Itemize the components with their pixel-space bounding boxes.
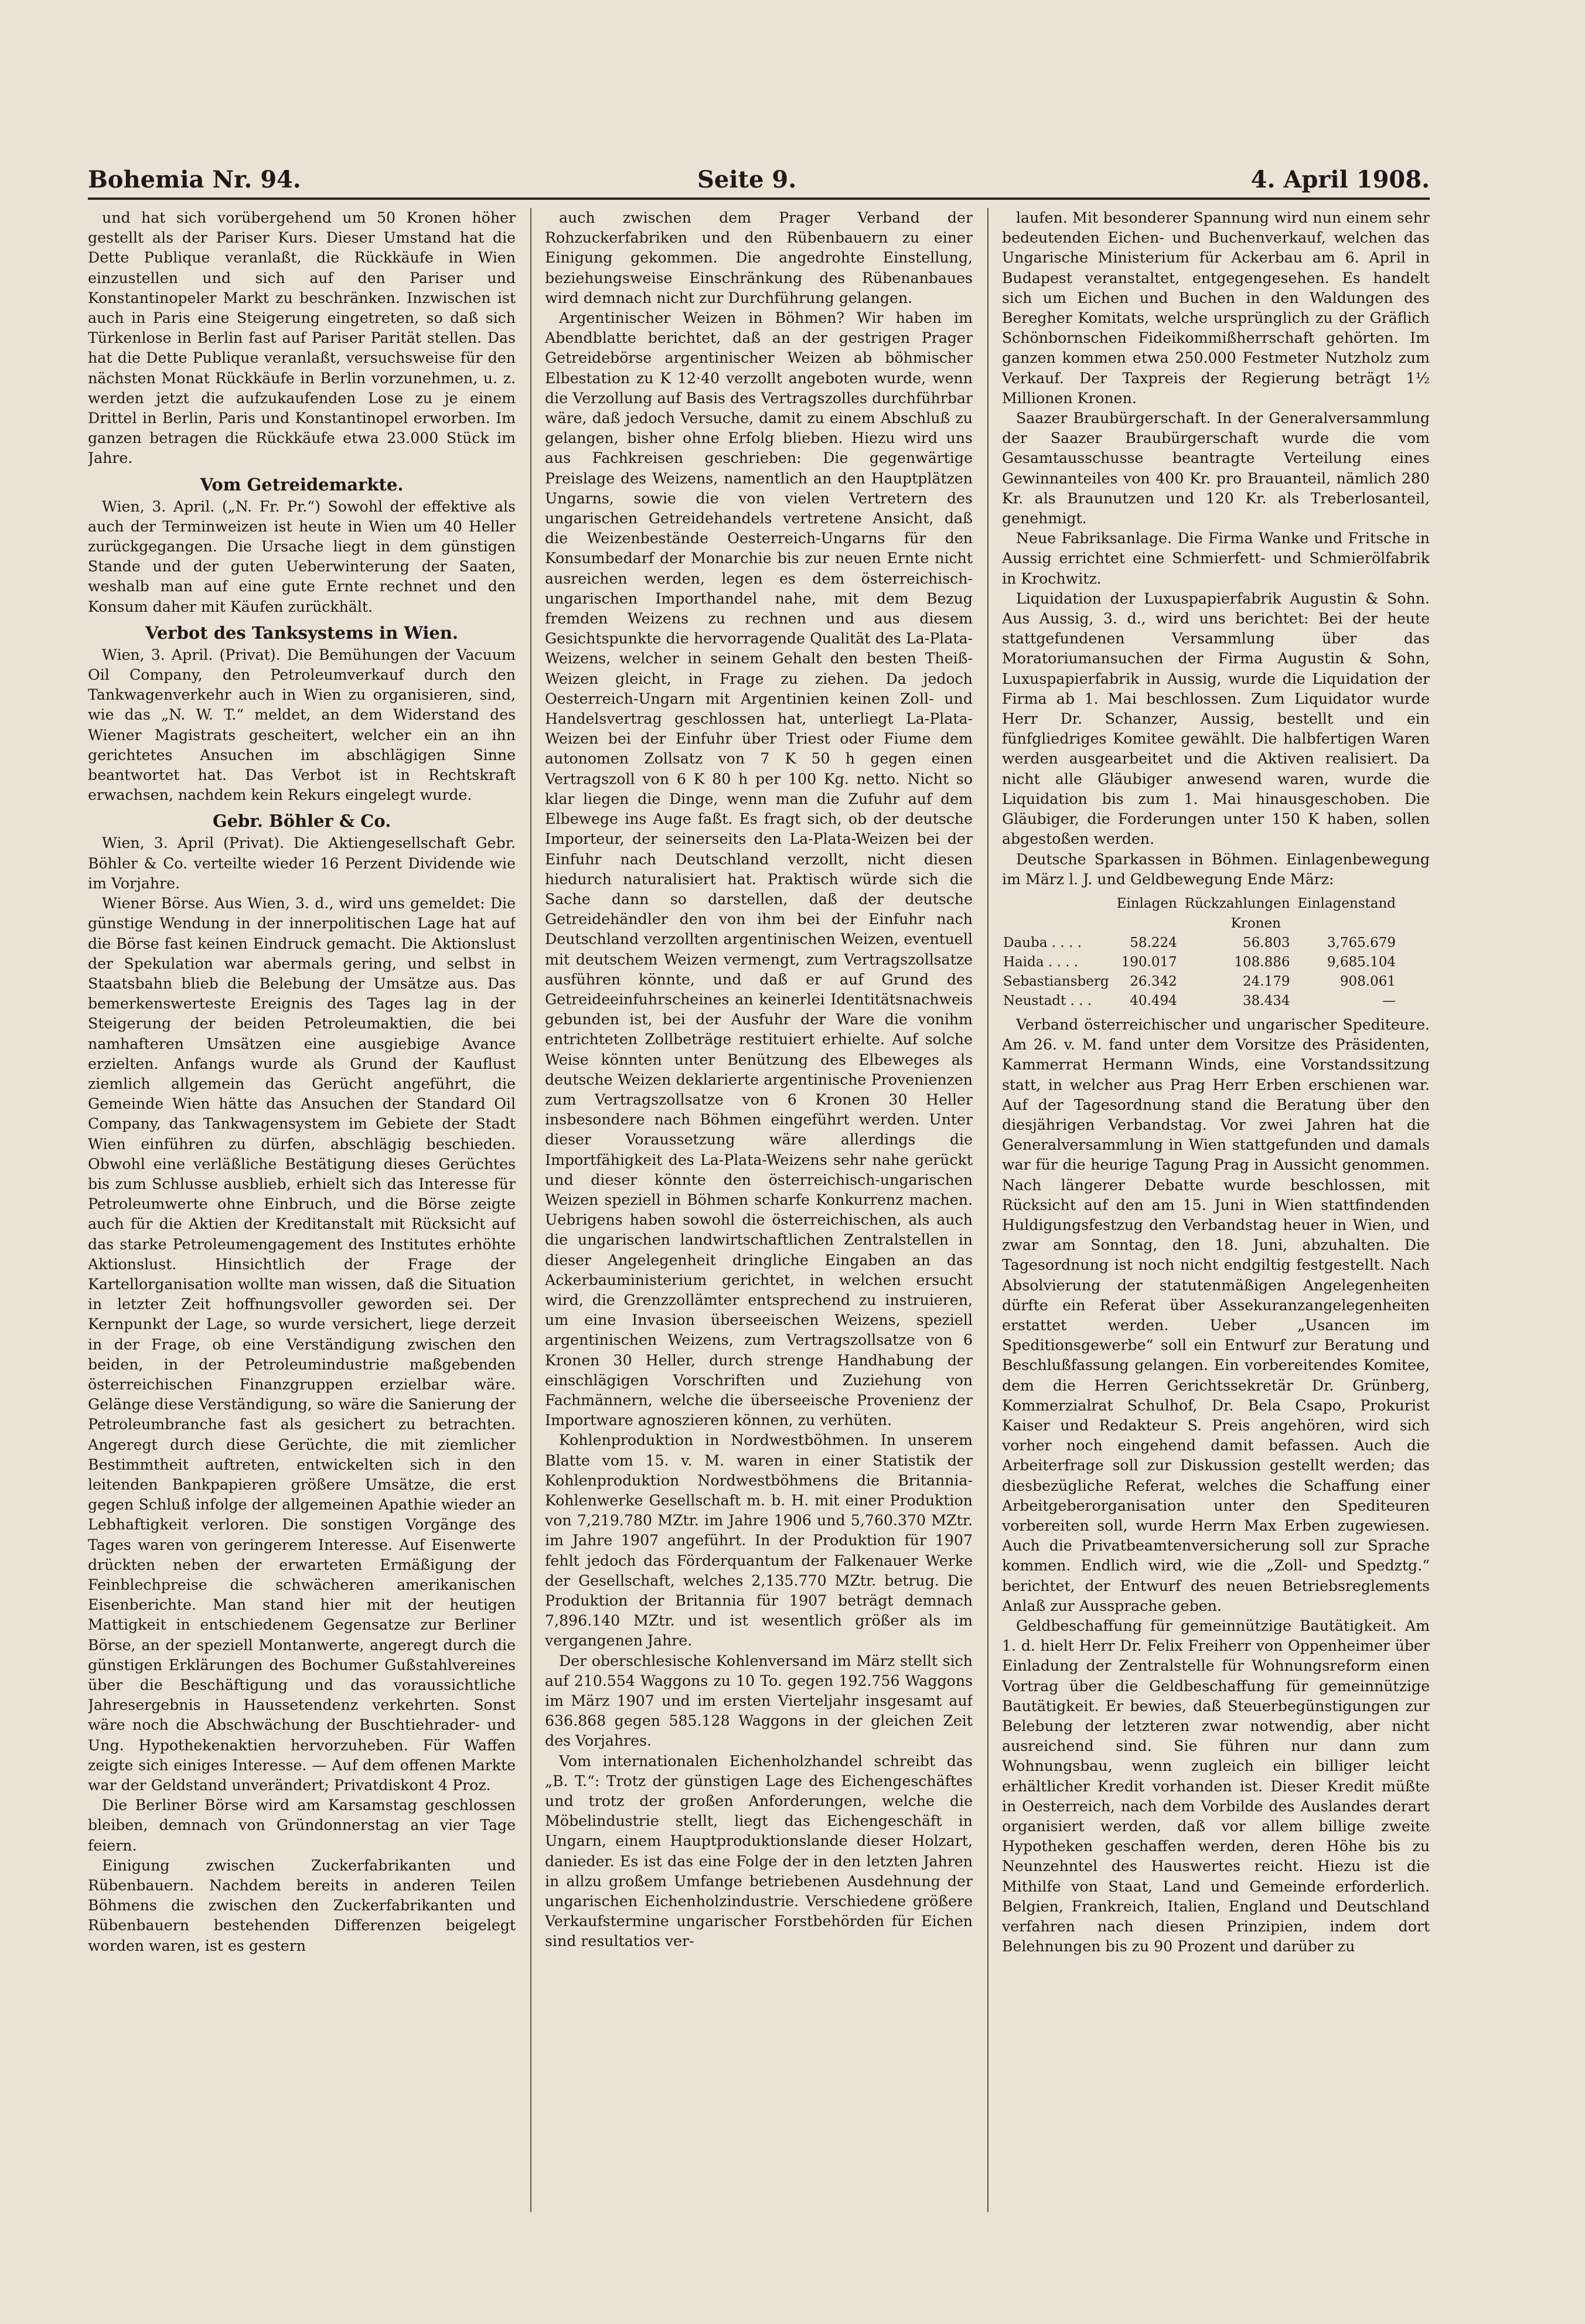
article-text: Argentinischer Weizen in Böhmen? Wir haben im Abendblatte berichtet, daß an der gestrigen Prager Getreidebörse argentinischer Weizen ab böhmischer Elbestation zu K 12·40 verzollt angeboten wurde, wenn die Verzollung auf Basis des Vertragszolles durchführbar wäre, daß jedoch Versuche, damit zu einem Abschluß zu gelangen, bisher ohne Erfolg blieben. Hiezu wird uns aus Fachkreisen geschrieben: Die gegenwärtige Preislage des Weizens, namentlich an den Hauptplätzen Ungarns, sowie die von vielen Vertretern des ungarischen Getreidehandels vertretene Ansicht, daß die Weizenbestände Oesterreich-Ungarns für den Konsumbedarf der Monarchie bis zur neuen Ernte nicht ausreichen werden, legen es dem österreichisch-ungarischen Importhandel nahe, mit dem Bezug fremden Weizens zu rechnen und aus diesem Gesichtspunkte die hervorragende Qualität des La-Plata-Weizens, welcher in seinem Gehalt den besten Theiß-Weizen gleicht, in Frage zu ziehen. Da jedoch Oesterreich-Ungarn mit Argentinien keinen Zoll- und Handelsvertrag geschlossen hat, unterliegt La-Plata-Weizen bei der Einfuhr über Triest oder Fiume dem autonomen Zollsatz von 7 K 50 h gegen einen Vertragszoll von 6 K 80 h per 100 Kg. netto. Nicht so klar liegen die Dinge, wenn man die Zufuhr auf dem Elbewege ins Auge faßt. Es fragt sich, ob der deutsche Importeur, der seinerseits den La-Plata-Weizen bei der Einfuhr nach Deutschland verzollt, nicht diesen hiedurch naturalisiert hat. Praktisch würde sich die Sache dann so darstellen, daß der deutsche Getreidehändler den von ihm bei der Einfuhr nach Deutschland verzollten argentinischen Weizen, eventuell mit deutschem Weizen vermengt, zum Vertragszollsatze ausführen könnte, und daß er auf Grund des Getreideeinfuhrscheines an keinerlei Identitätsnachweis gebunden ist, bei der Ausfuhr der Ware die vonihm entrichteten Zollbeträge restituiert erhielte. Auf solche Weise könnten unter Benützung des Elbeweges als deutsche Weizen deklarierte argentinische Provenienzen zum Vertragszollsatze von 6 Kronen 30 Heller insbesondere nach Böhmen eingeführt werden. Unter dieser Voraussetzung wäre allerdings die Importfähigkeit des La-Plata-Weizens sehr nahe gerückt und dieser könnte den österreichisch-ungarischen Weizen speziell in Böhmen scharfe Konkurrenz machen. Uebrigens haben sowohl die österreichischen, als auch die ungarischen landwirtschaftlichen Zentralstellen in dieser Angelegenheit dringliche Eingaben an das Ackerbauministerium gerichtet, in welchen ersucht wird, die Grenzzollämter entsprechend zu instruieren, um eine Invasion überseeischen Weizens, speziell argentinischen Weizens, zum Vertragszollsatze von 6 Kronen 30 Heller, durch strenge Handhabung der einschlägigen Vorschriften und Zuziehung von Fachmännern, welche die überseeische Provenienz der Importware agnoszieren können, zu verhüten. xyxy=(545,309,973,1429)
section-heading: Vom Getreidemarkte. xyxy=(200,474,404,495)
table-row xyxy=(1003,992,1402,1010)
table-cell: 9,685.104 xyxy=(1327,954,1396,970)
article-text: Deutsche Sparkassen in Böhmen. Einlagenbewegung im März l. J. und Geldbewegung Ende März: xyxy=(1002,850,1430,888)
table-row xyxy=(1003,973,1402,991)
column-divider xyxy=(987,208,989,2212)
table-header: Einlagenstand xyxy=(1297,895,1396,911)
article-text: laufen. Mit besonderer Spannung wird nun einem sehr bedeutenden Eichen- und Buchenverkauf, welchen das Ungarische Ministerium für Ackerbau am 6. April in Budapest veranstaltet, entgegengesehen. Es handelt sich um Eichen und Buchen in den Waldungen des Beregher Komitats, welche ursprünglich zu der Gräflich Schönbornschen Fideikommißherrschaft gehörten. Im ganzen kommen etwa 250.000 Festmeter Nutzholz zum Verkauf. Der Taxpreis der Regierung beträgt 1½ Millionen Kronen. xyxy=(1002,209,1430,407)
column-3 xyxy=(1002,208,1430,2212)
article-text: Wien, 3. April. (Privat). Die Bemühungen der Vacuum Oil Company, den Petroleumverkauf durch den Tankwagenverkehr auch in Wien zu organisieren, sind, wie das „N. W. T.“ meldet, an dem Widerstand des Wiener Magistrats gescheitert, welcher ein an ihn gerichtetes Ansuchen im abschlägigen Sinne beantwortet hat. Das Verbot ist in Rechtskraft erwachsen, nachdem kein Rekurs eingelegt wurde. xyxy=(88,646,516,804)
table-cell: 3,765.679 xyxy=(1327,935,1396,950)
article-text: Geldbeschaffung für gemeinnützige Bautätigkeit. Am 1. d. hielt Herr Dr. Felix Freiherr von Oppenheimer über Einladung der Zentralstelle für Wohnungsreform einen Vortrag über die Geldbeschaffung für gemeinnützige Bautätigkeit. Er bewies, daß Steuerbegünstigungen zur Belebung der letzteren zwar notwendig, aber nicht ausreichend sind. Sie führen nur dann zum Wohnungsbau, wenn zugleich ein billiger leicht erhältlicher Kredit vorhanden ist. Dieser Kredit müßte in Oesterreich, nach dem Vorbilde des Auslandes derart organisiert werden, daß vor allem billige zweite Hypotheken geschaffen werden, deren Höhe bis zu Neunzehntel des Hauswertes reicht. Hiezu ist die Mithilfe von Staat, Land und Gemeinde erforderlich. Belgien, Frankreich, Italien, England und Deutschland verfahren nach diesen Prinzipien, indem dort Belehnungen bis zu 90 Prozent und darüber zu xyxy=(1002,1617,1430,1955)
article-text: Liquidation der Luxuspapierfabrik Augustin & Sohn. Aus Aussig, 3. d., wird uns berichtet: Bei der heute stattgefundenen Versammlung über das Moratoriumansuchen der Firma Augustin & Sohn, Luxuspapierfabrik in Aussig, wurde die Liquidation der Firma ab 1. Mai beschlossen. Zum Liquidator wurde Herr Dr. Schanzer, Aussig, bestellt und ein fünfgliedriges Komitee gewählt. Die halbfertigen Waren werden ausgearbeitet und die Aktiven realisiert. Da nicht alle Gläubiger anwesend waren, wurde die Liquidation bis zum 1. Mai hinausgeschoben. Die Gläubiger, die Forderungen unter 150 K haben, sollen abgestoßen werden. xyxy=(1002,589,1430,848)
table-cell: 108.886 xyxy=(1234,954,1290,970)
table-header: Rückzahlungen xyxy=(1184,895,1290,911)
article-text: Einigung zwischen Zuckerfabrikanten und Rübenbauern. Nachdem bereits in anderen Teilen Böhmens die zwischen den Zuckerfabrikanten und Rübenbauern bestehenden Differenzen beigelegt worden waren, ist es gestern xyxy=(88,1856,516,1954)
header-rule xyxy=(88,197,1430,200)
article-text: Wien, 3. April. („N. Fr. Pr.“) Sowohl der effektive als auch der Terminweizen ist heute in Wien um 40 Heller zurückgegangen. Die Ursache liegt in dem günstigen Stande und der guten Ueberwinterung der Saaten, weshalb man auf eine gute Ernte rechnet und den Konsum daher mit Käufen zurückhält. xyxy=(88,497,516,615)
article-text: Die Berliner Börse wird am Karsamstag geschlossen bleiben, demnach von Gründonnerstag an vier Tage feiern. xyxy=(88,1797,516,1854)
table-header: Einlagen xyxy=(1116,895,1177,911)
table-unit: Kronen xyxy=(1230,915,1281,931)
table-header xyxy=(1003,894,1115,914)
table-cell: Sebastiansberg xyxy=(1003,973,1109,989)
article-text: Der oberschlesische Kohlenversand im März stellt sich auf 210.554 Waggons zu 10 To. gegen 192.756 Waggons im März 1907 und im ersten Vierteljahr insgesamt auf 636.868 gegen 585.128 Waggons in der gleichen Zeit des Vorjahres. xyxy=(545,1652,973,1750)
page-header xyxy=(88,161,1430,196)
page-number: Seite 9. xyxy=(697,166,797,193)
masthead-left: Bohemia Nr. 94. xyxy=(88,166,301,193)
column-2 xyxy=(545,208,973,2212)
table-row xyxy=(1003,934,1402,952)
article-text: Neue Fabriksanlage. Die Firma Wanke und Fritsche in Aussig errichtet eine Schmierfett- und Schmierölfabrik in Krochwitz. xyxy=(1002,530,1430,587)
table-row xyxy=(1003,953,1402,972)
column-1 xyxy=(88,208,516,2212)
article-text: Wien, 3. April (Privat). Die Aktiengesellschaft Gebr. Böhler & Co. verteilte wieder 16 Perzent Dividende wie im Vorjahre. xyxy=(88,834,516,892)
table-cell: Dauba . . . . xyxy=(1003,935,1082,950)
table-cell: — xyxy=(1382,993,1396,1008)
section-heading: Gebr. Böhler & Co. xyxy=(212,811,391,832)
table-cell: 56.803 xyxy=(1243,935,1290,950)
issue-date: 4. April 1908. xyxy=(1250,166,1430,193)
table-cell: Neustadt . . . xyxy=(1003,993,1092,1008)
table-cell: 58.224 xyxy=(1130,935,1177,950)
table-cell: Haida . . . . xyxy=(1003,954,1079,970)
section-heading: Verbot des Tanksystems in Wien. xyxy=(145,622,458,643)
savings-bank-table xyxy=(1002,893,1403,1011)
article-text: und hat sich vorübergehend um 50 Kronen höher gestellt als der Pariser Kurs. Dieser Umstand hat die Dette Publique veranlaßt, die Rückkäufe in Wien einzustellen und sich auf den Pariser und Konstantinopeler Markt zu beschränken. Inzwischen ist auch in Paris eine Steigerung eingetreten, so daß sich Türkenlose in Berlin fast auf Pariser Parität stellen. Das hat die Dette Publique veranlaßt, versuchsweise für den nächsten Monat Rückkäufe in Berlin vorzunehmen, u. z. werden jetzt die aufzukaufenden Lose zu je einem Drittel in Berlin, Paris und Konstantinopel erworben. Im ganzen betragen die Rückkäufe etwa 23.000 Stück im Jahre. xyxy=(88,209,516,467)
newspaper-page xyxy=(88,161,1430,2218)
article-text: Vom internationalen Eichenholzhandel schreibt das „B. T.“: Trotz der günstigen Lage des Eichengeschäftes und trotz der großen Anforderungen, welche die Möbelindustrie stellt, liegt das Eichengeschäft in Ungarn, einem Hauptproduktionslande dieser Holzart, danieder. Es ist das eine Folge der in den letzten Jahren in allzu großem Umfange betriebenen Ausdehnung der ungarischen Eichenholzindustrie. Verschiedene größere Verkaufstermine ungarischer Forstbehörden für Eichen sind resultatios ver- xyxy=(545,1752,973,1950)
article-text: Verband österreichischer und ungarischer Spediteure. Am 26. v. M. fand unter dem Vorsitze des Präsidenten, Kammerrat Hermann Winds, eine Vorstandssitzung statt, in welcher aus Prag Herr Erben erschienen war. Auf der Tagesordnung stand die Beratung über den diesjährigen Verbandstag. Vor zwei Jahren hat die Generalversammlung in Wien stattgefunden und damals war für die heurige Tagung Prag in Aussicht genommen. Nach längerer Debatte wurde beschlossen, mit Rücksicht auf den am 15. Juni in Wien stattfindenden Huldigungsfestzug den Verbandstag heuer in Wien, und zwar am Sonntag, den 18. Juni, abzuhalten. Die Tagesordnung ist noch nicht endgiltig festgestellt. Nach Absolvierung der statutenmäßigen Angelegenheiten dürfte ein Referat über Assekuranzangelegenheiten erstattet werden. Ueber „Usancen im Speditionsgewerbe“ soll ein Entwurf zur Beratung und Beschlußfassung gelangen. Ein vorbereitendes Komitee, dem die Herren Gerichtssekretär Dr. Grünberg, Kommerzialrat Schulhof, Dr. Bela Csapo, Prokurist Kaiser und Redakteur S. Preis angehören, wird sich vorher noch eingehend damit befassen. Auch die Arbeiterfrage soll zur Diskussion gestellt werden; das diesbezügliche Referat, welches die Schaffung einer Arbeitgeberorganisation unter den Spediteuren vorbereiten soll, wurde Herrn Max Erben zugewiesen. Auch die Privatbeamtenversicherung soll zur Sprache kommen. Endlich wird, wie die „Zoll- und Spedztg.“ berichtet, der Entwurf des neuen Betriebsreglements Anlaß zur Aussprache geben. xyxy=(1002,1016,1430,1614)
table-cell: 190.017 xyxy=(1121,954,1177,970)
table-cell: 40.494 xyxy=(1130,993,1177,1008)
table-cell: 908.061 xyxy=(1339,973,1396,989)
article-text: auch zwischen dem Prager Verband der Rohzuckerfabriken und den Rübenbauern zu einer Einigung gekommen. Die angedrohte Einstellung, beziehungsweise Einschränkung des Rübenanbaues wird demnach nicht zur Durchführung gelangen. xyxy=(545,209,973,306)
column-divider xyxy=(530,208,531,2212)
article-text: Wiener Börse. Aus Wien, 3. d., wird uns gemeldet: Die günstige Wendung in der innerpolitischen Lage hat auf die Börse fast keinen Eindruck gemacht. Die Aktionslust der Spekulation war abermals gering, und selbst in Staatsbahn blieb die Belebung der Umsätze aus. Das bemerkenswerteste Ereignis des Tages lag in der Steigerung der beiden Petroleumaktien, die bei namhafteren Umsätzen eine ausgiebige Avance erzielten. Anfangs wurde als Grund der Kauflust ziemlich allgemein das Gerücht angeführt, die Gemeinde Wien hätte das Ansuchen der Standard Oil Company, das Tankwagensystem im Gebiete der Stadt Wien einführen zu dürfen, abschlägig beschieden. Obwohl eine verläßliche Bestätigung dieses Gerüchtes bis zum Schlusse ausblieb, erhielt sich das Interesse für Petroleumwerte ohne Einbruch, und die Börse zeigte auch für die Aktien der Kreditanstalt mit Rücksicht auf das starke Petroleumengagement des Institutes erhöhte Aktionslust. Hinsichtlich der Frage der Kartellorganisation wollte man wissen, daß die Situation in letzter Zeit hoffnungsvoller geworden sei. Der Kernpunkt der Lage, so wurde versichert, liege derzeit in der Frage, ob eine Verständigung zwischen den beiden, in der Petroleumindustrie maßgebenden österreichischen Finanzgruppen erzielbar wäre. Gelänge diese Verständigung, so wäre die Sanierung der Petroleumbranche fast als gesichert zu betrachten. Angeregt durch diese Gerüchte, die mit ziemlicher Bestimmtheit auftreten, entwickelten sich in den leitenden Bankpapieren größere Umsätze, die erst gegen Schluß infolge der allgemeinen Apathie wieder an Lebhaftigkeit verloren. Die sonstigen Vorgänge des Tages waren von geringerem Interesse. Auf Eisenwerte drückten neben der erwarteten Ermäßigung der Feinblechpreise die schwächeren amerikanischen Eisenberichte. Man stand hier mit der heutigen Mattigkeit in entschiedenem Gegensatze zur Berliner Börse, an der speziell Montanwerte, angeregt durch die günstigen Erklärungen des Bochumer Gußstahlvereines über die Beschäftigung und das voraussichtliche Jahresergebnis in Haussetendenz verkehrten. Sonst wäre noch die Abschwächung der Buschtiehrader- und Ung. Hypothekenaktien hervorzuheben. Für Waffen zeigte sich einiges Interesse. — Auf dem offenen Markte war der Geldstand unverändert; Privatdiskont 4 Proz. xyxy=(88,895,516,1794)
table-cell: 26.342 xyxy=(1130,973,1177,989)
table-cell: 38.434 xyxy=(1243,993,1290,1008)
article-text: Kohlenproduktion in Nordwestböhmen. In unserem Blatte vom 15. v. M. waren in einer Statistik der Kohlenproduktion Nordwestböhmens die Britannia-Kohlenwerke Gesellschaft m. b. H. mit einer Produktion von 7,219.780 MZtr. im Jahre 1906 und 5,760.370 MZtr. im Jahre 1907 angeführt. In der Produktion für 1907 fehlt jedoch das Förderquantum der Falkenauer Werke der Gesellschaft, welches 2,135.770 MZtr. betrug. Die Produktion der Britannia für 1907 beträgt demnach 7,896.140 MZtr. und ist wesentlich größer als im vergangenen Jahre. xyxy=(545,1432,973,1650)
article-text: Saazer Braubürgerschaft. In der Generalversammlung der Saazer Braubürgerschaft wurde die vom Gesamtausschusse beantragte Verteilung eines Gewinnanteiles von 400 Kr. pro Brauanteil, nämlich 280 Kr. als Braunutzen und 120 Kr. als Treberlosanteil, genehmigt. xyxy=(1002,410,1430,527)
table-cell: 24.179 xyxy=(1243,973,1290,989)
